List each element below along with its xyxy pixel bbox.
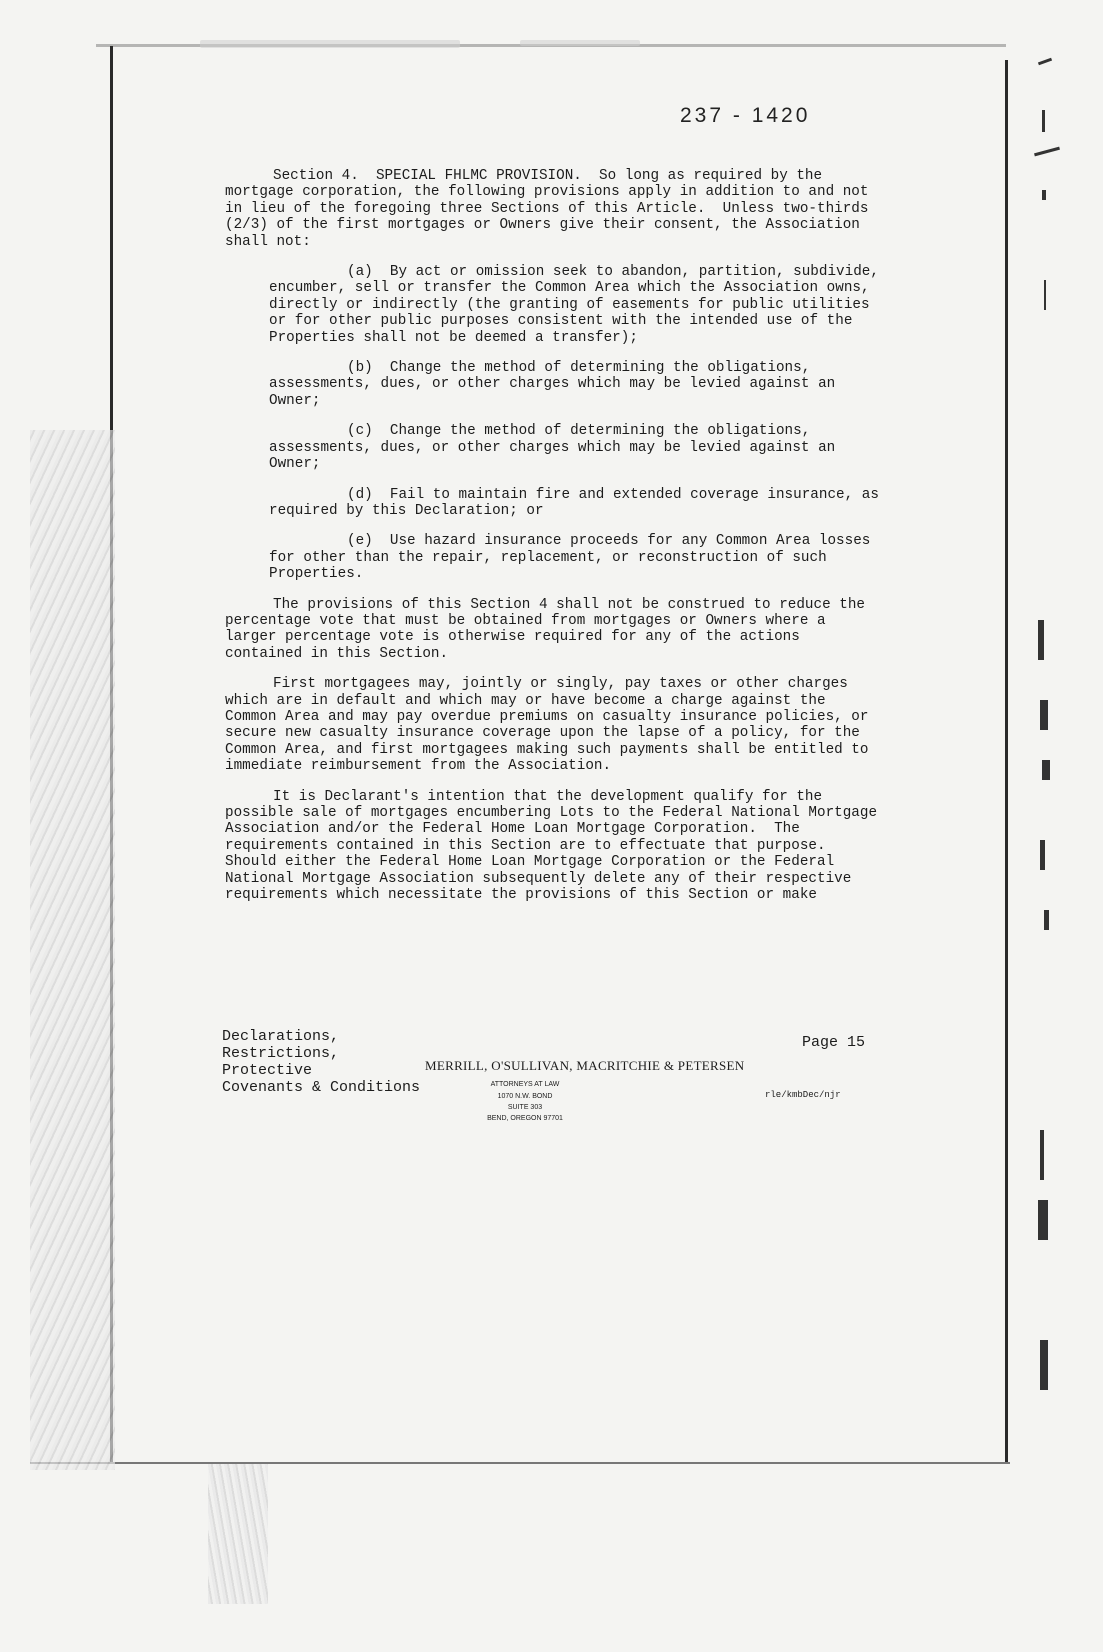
page-code: 237 - 1420: [680, 104, 811, 127]
scan-right-border: [1005, 60, 1008, 1464]
scan-bottom-noise: [208, 1464, 268, 1604]
footer-reference: rle/kmbDec/njr: [765, 1090, 841, 1100]
provision-item-a: (a) By act or omission seek to abandon, partition, subdivide, encumber, sell or transfer the Common Area which the Association owns, directly or indirectly (the granting of easements for public utilities or for other public purposes consistent with the intended use of the Properties shall not be deemed a transfer);: [269, 264, 888, 346]
provision-item-e: (e) Use hazard insurance proceeds for any Common Area losses for other than the repair, replacement, or reconstruction of such Properties.: [269, 533, 879, 583]
section-intro: Section 4. SPECIAL FHLMC PROVISION. So long as required by the mortgage corporation, the following provisions apply in addition to and not in lieu of the foregoing three Sections of this Article. Unless two-thirds (2/3) of the first mortgages or Owners give their consent, the Association shall not:: [225, 168, 878, 250]
provision-item-c: (c) Change the method of determining the obligations, assessments, dues, or other charges which may be levied against an Owner;: [269, 423, 844, 473]
provision-list: [269, 264, 888, 583]
footer-firm-name: MERRILL, O'SULLIVAN, MACRITCHIE & PETERSEN: [425, 1058, 745, 1073]
footer-firm-line-4: BEND, OREGON 97701: [487, 1115, 563, 1122]
provision-item-b: (b) Change the method of determining the obligations, assessments, dues, or other charges which may be levied against an Owner;: [269, 360, 844, 409]
paragraph-vote: The provisions of this Section 4 shall not be construed to reduce the percentage vote that must be obtained from mortgages or Owners where a larger percentage vote is otherwise required for any of the actions contained in this Section.: [225, 596, 874, 662]
scan-right-marks: [1030, 40, 1070, 1420]
footer-document-title: Declarations, Restrictions, Protective Covenants & Conditions: [222, 1028, 421, 1096]
footer-firm-line-3: SUITE 303: [507, 1104, 543, 1111]
footer-page-number: Page 15: [802, 1034, 866, 1051]
scan-bottom-edge: [30, 1462, 1010, 1464]
provision-item-d: (d) Fail to maintain fire and extended coverage insurance, as required by this Declaration; or: [269, 486, 888, 519]
paragraph-mortgagees: First mortgagees may, jointly or singly, pay taxes or other charges which are in default and which may or have become a charge against the Common Area and may pay overdue premiums on casualty insurance policies, or secure new casualty insurance coverage upon the lapse of a policy, for the Common Area, and first mortgagees making such payments shall be entitled to immediate reimbursement from the Association.: [225, 676, 878, 775]
document-body: [225, 168, 888, 917]
paragraph-intention: It is Declarant's intention that the development qualify for the possible sale of mortgages encumbering Lots to the Federal National Mortgage Association and/or the Federal Home Loan Mortgage Corporation. The requirements contained in this Section are to effectuate that purpose. Should either the Federal Home Loan Mortgage Corporation or the Federal National Mortgage Association subsequently delete any of their respective requirements which necessitate the provisions of this Section or make: [225, 788, 886, 904]
footer-firm-line-2: 1070 N.W. BOND: [497, 1093, 553, 1100]
scan-left-noise: [30, 430, 115, 1470]
footer-firm-line-1: ATTORNEYS AT LAW: [490, 1081, 560, 1088]
